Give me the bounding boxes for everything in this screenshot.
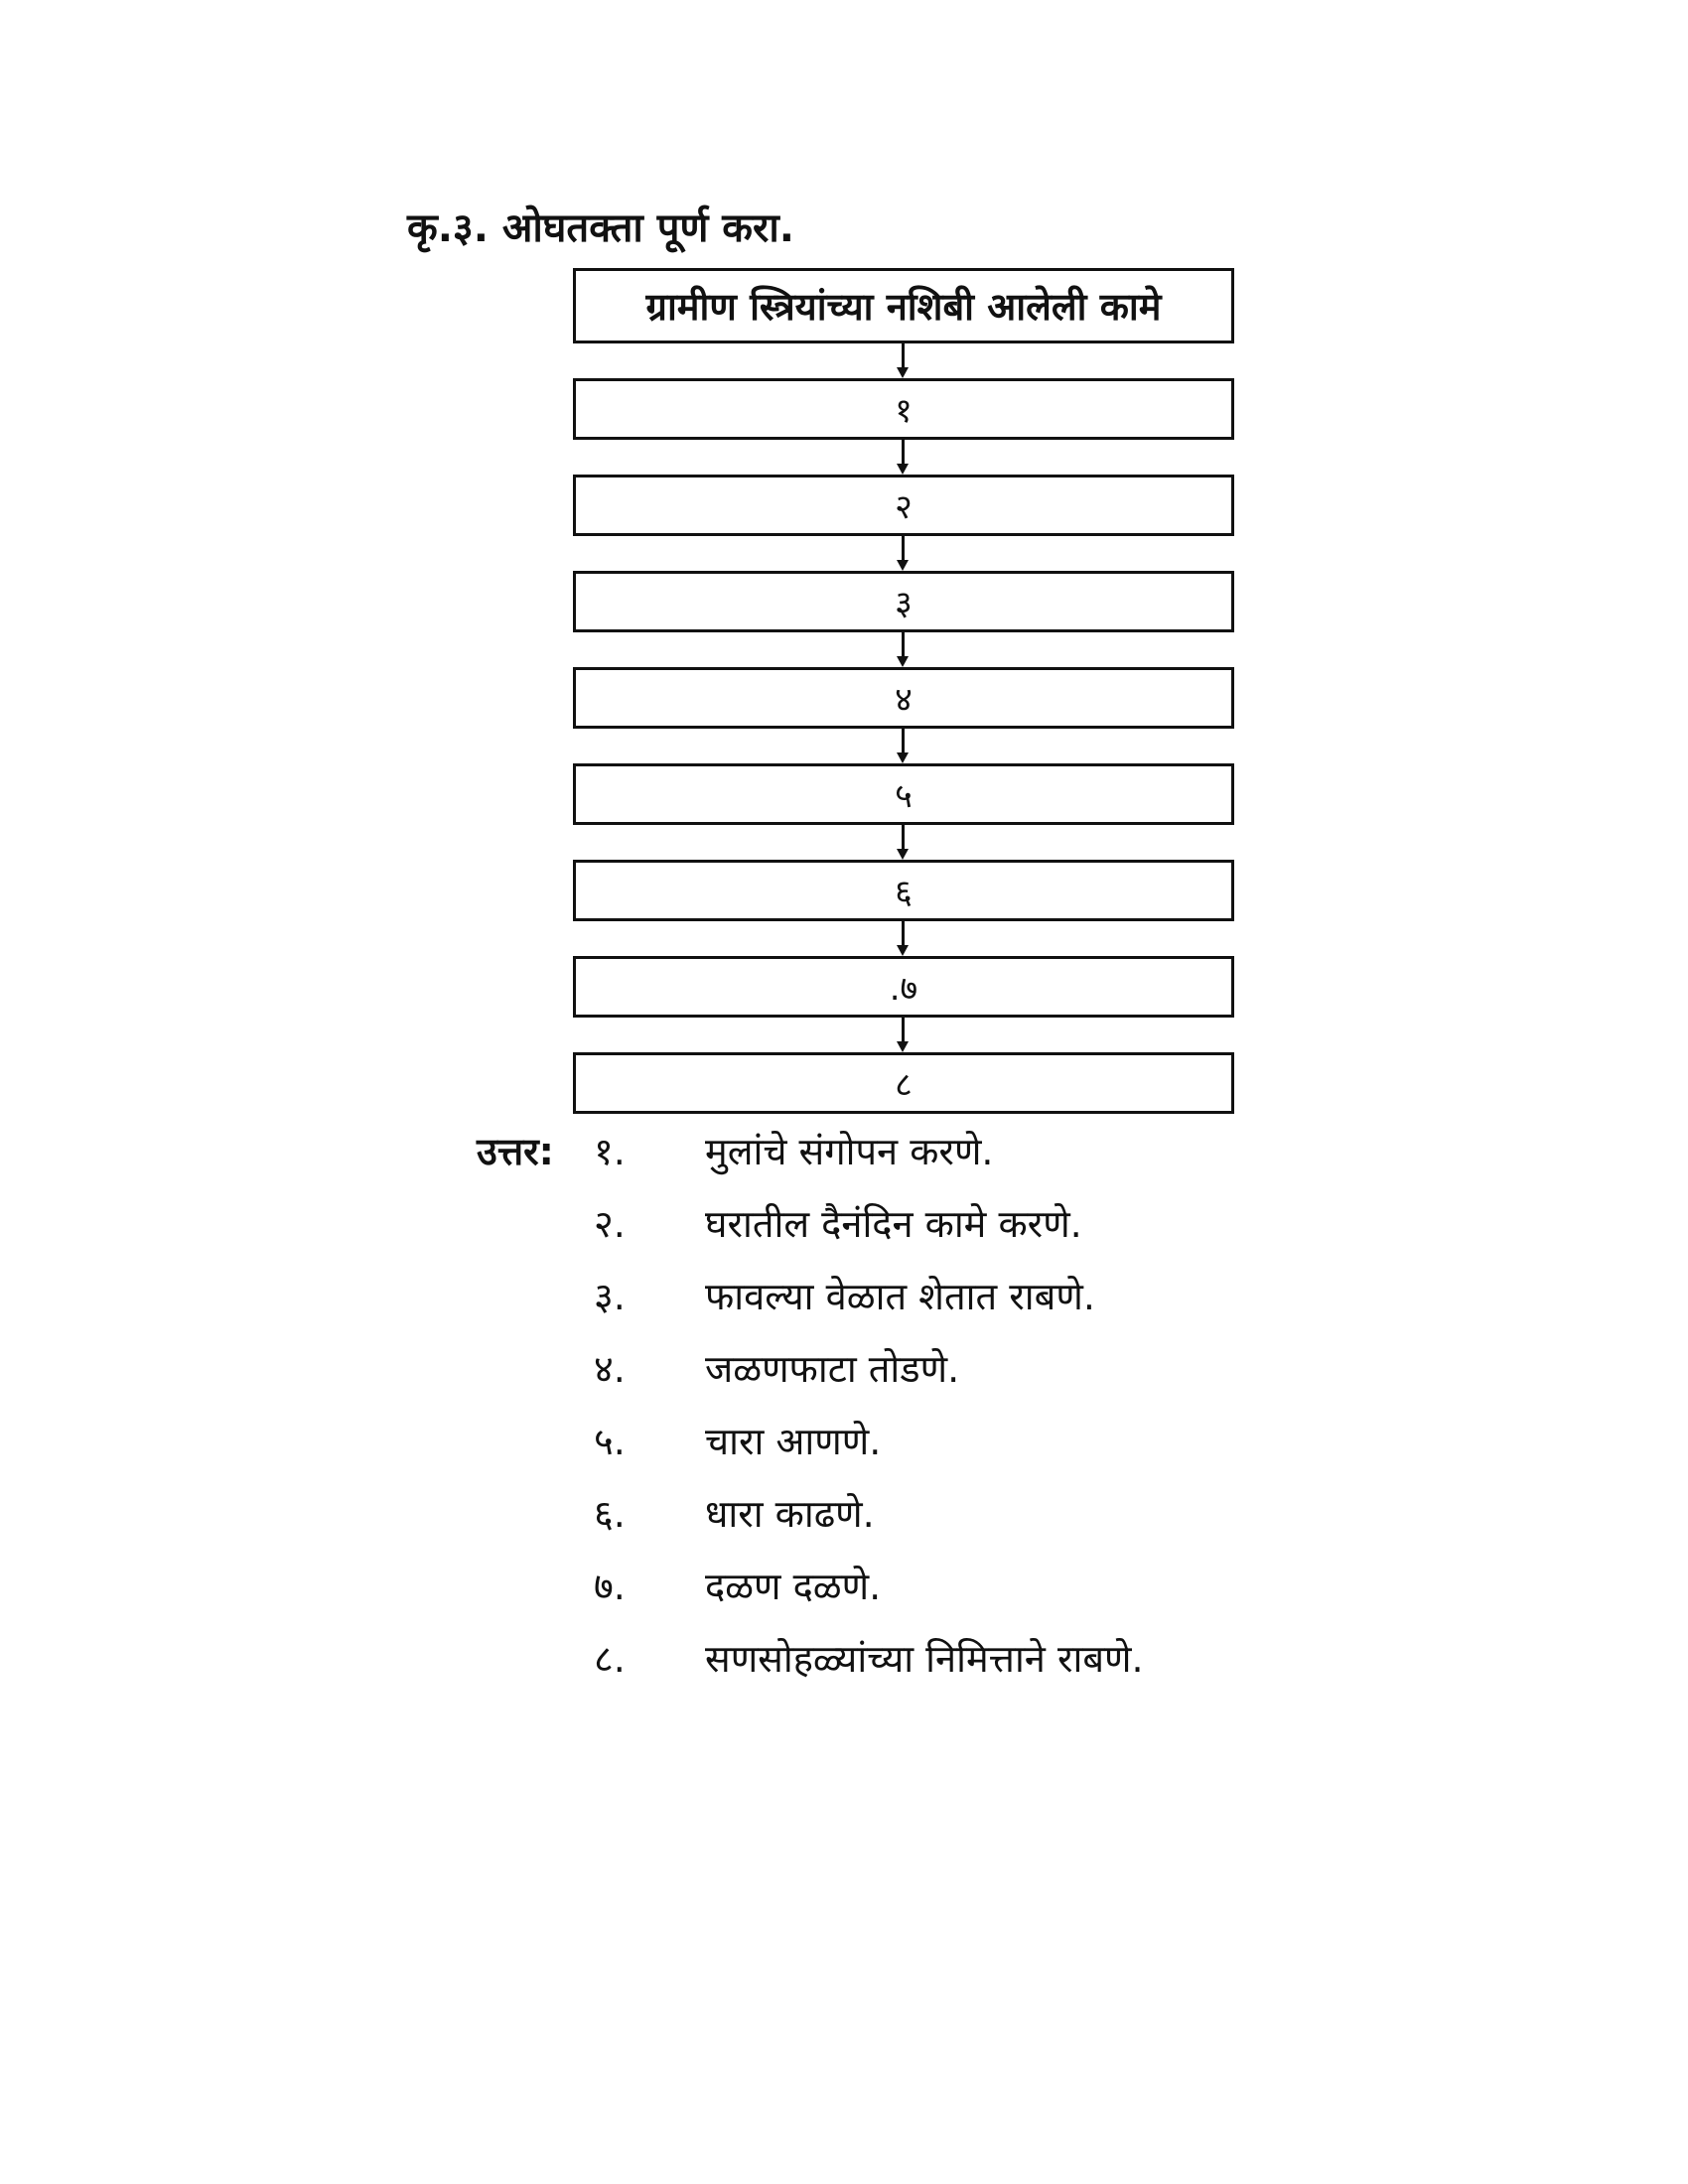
answer-text: चारा आणणे. (705, 1420, 882, 1463)
flow-box-8: ८ (573, 1052, 1234, 1114)
answer-number: ४. (594, 1347, 626, 1391)
flow-box-4: ४ (573, 667, 1234, 729)
answer-list (477, 1122, 1370, 1702)
answer-text: धारा काढणे. (705, 1492, 875, 1536)
answer-text: दळण दळणे. (705, 1565, 882, 1608)
answer-label: उत्तर: (477, 1130, 554, 1173)
answer-number: ५. (594, 1420, 626, 1463)
flow-arrow (573, 632, 1234, 667)
answer-number: ८. (594, 1637, 626, 1681)
flow-box-7: .७ (573, 956, 1234, 1018)
answer-number: ३. (594, 1275, 626, 1318)
answer-item (477, 1557, 1370, 1629)
flow-box-5: ५ (573, 763, 1234, 825)
answer-text: फावल्या वेळात शेतात राबणे. (705, 1275, 1095, 1318)
answer-number: ६. (594, 1492, 626, 1536)
answer-number: १. (594, 1130, 626, 1173)
flow-box-6: ६ (573, 860, 1234, 921)
answer-number: ७. (594, 1565, 626, 1608)
answer-item (477, 1194, 1370, 1267)
flow-box-3: ३ (573, 571, 1234, 632)
flow-box-2: २ (573, 475, 1234, 536)
flow-arrow (573, 1018, 1234, 1052)
answer-item (477, 1122, 1370, 1194)
answer-item (477, 1339, 1370, 1412)
flow-arrow (573, 343, 1234, 378)
answer-item (477, 1484, 1370, 1557)
question-title: कृ.३. ओघतक्ता पूर्ण करा. (407, 205, 794, 251)
flow-arrow (573, 729, 1234, 763)
answer-text: घरातील दैनंदिन कामे करणे. (705, 1202, 1082, 1246)
flow-arrow (573, 921, 1234, 956)
answer-number: २. (594, 1202, 626, 1246)
answer-text: जळणफाटा तोडणे. (705, 1347, 960, 1391)
answer-item (477, 1629, 1370, 1702)
answer-text: मुलांचे संगोपन करणे. (705, 1130, 994, 1173)
answer-item (477, 1412, 1370, 1484)
flow-arrow (573, 536, 1234, 571)
flow-box-1: १ (573, 378, 1234, 440)
flowchart (573, 268, 1234, 1114)
answer-text: सणसोहळ्यांच्या निमित्ताने राबणे. (705, 1637, 1144, 1681)
answer-item (477, 1267, 1370, 1339)
flowchart-heading: ग्रामीण स्त्रियांच्या नशिबी आलेली कामे (573, 268, 1234, 343)
flow-arrow (573, 825, 1234, 860)
flow-arrow (573, 440, 1234, 475)
